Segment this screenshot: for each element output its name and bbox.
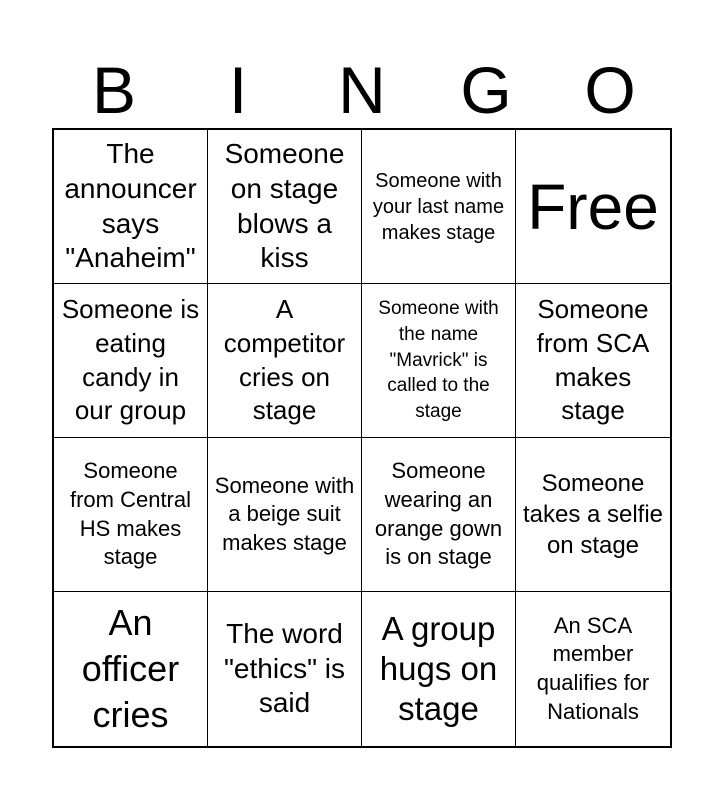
bingo-cell-r2c4[interactable]: Someone from SCA makes stage: [516, 284, 670, 438]
header-letter-i: I: [228, 53, 248, 127]
header-letter-o: O: [584, 53, 636, 127]
bingo-cell-r3c1[interactable]: Someone from Central HS makes stage: [54, 438, 208, 592]
bingo-cell-r1c1[interactable]: The announcer says "Anaheim": [54, 130, 208, 284]
bingo-cell-r2c3[interactable]: Someone with the name "Mavrick" is called to the stage: [362, 284, 516, 438]
bingo-cell-r4c3[interactable]: A group hugs on stage: [362, 592, 516, 746]
header-letter-g: G: [460, 53, 512, 127]
bingo-header: [52, 52, 672, 128]
bingo-cell-r1c2[interactable]: Someone on stage blows a kiss: [208, 130, 362, 284]
bingo-cell-r3c2[interactable]: Someone with a beige suit makes stage: [208, 438, 362, 592]
header-letter-b: B: [91, 53, 137, 127]
bingo-cell-r3c3[interactable]: Someone wearing an orange gown is on stage: [362, 438, 516, 592]
bingo-cell-r3c4[interactable]: Someone takes a selfie on stage: [516, 438, 670, 592]
header-letter-n: N: [338, 53, 386, 127]
bingo-cell-r2c1[interactable]: Someone is eating candy in our group: [54, 284, 208, 438]
bingo-cell-r1c3[interactable]: Someone with your last name makes stage: [362, 130, 516, 284]
bingo-cell-r4c1[interactable]: An officer cries: [54, 592, 208, 746]
bingo-cell-r4c2[interactable]: The word "ethics" is said: [208, 592, 362, 746]
bingo-cell-free[interactable]: Free: [516, 130, 670, 284]
bingo-board: [52, 128, 672, 748]
bingo-cell-r4c4[interactable]: An SCA member qualifies for Nationals: [536, 612, 650, 724]
bingo-cell-r2c2[interactable]: A competitor cries on stage: [208, 284, 362, 438]
